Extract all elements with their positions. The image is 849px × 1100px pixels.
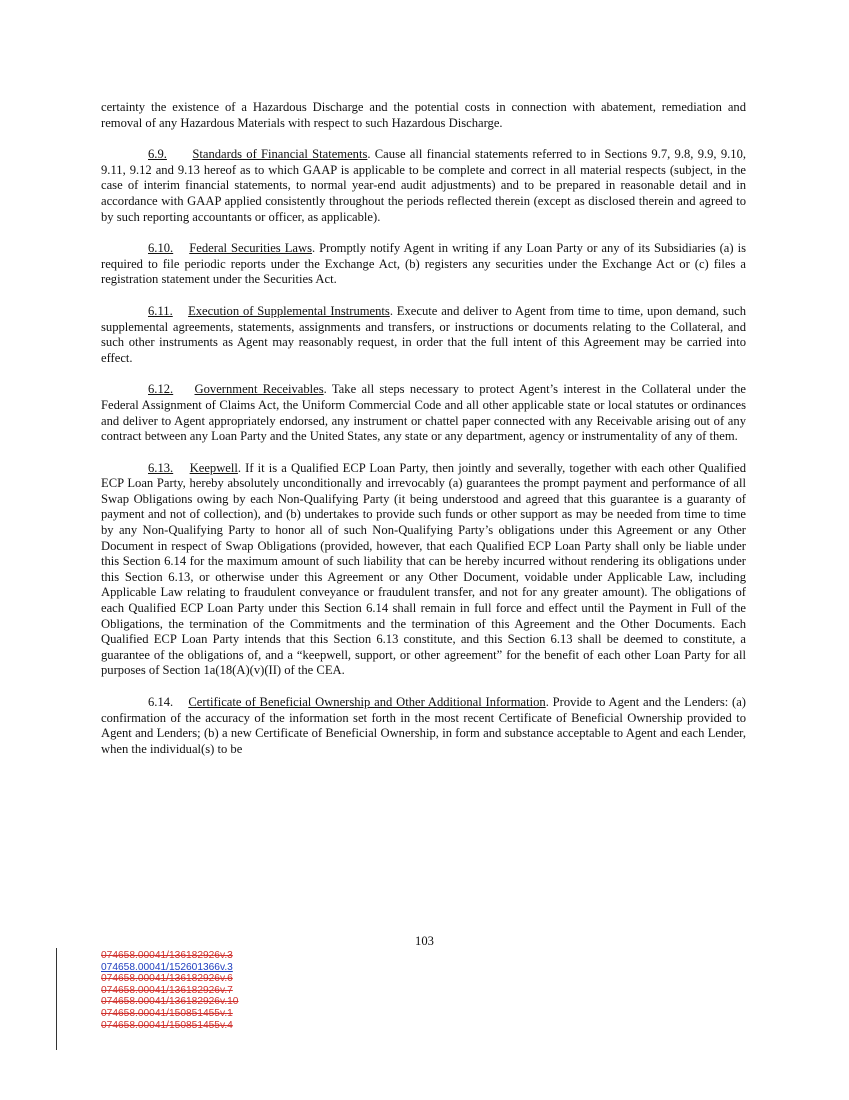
section-text: . If it is a Qualified ECP Loan Party, then jointly and severally, together with each other Qualified ECP Loan Party, hereby absolutely unconditionally and irrevocably (a) guarantees the prompt payment and performance of all Swap Obligations owing by each Non-Qualifying Party (it being understood and agreed that this guarantee is a guaranty of payment and not of collection), and (b) undertakes to provide such funds or other support as may be needed from time to time by any Non-Qualifying Party to honor all of such Non-Qualifying Party’s obligations under this Agreement or any Other Document in respect of Swap Obligations (provided, however, that each Qualified ECP Loan Party shall only be liable under this Section 6.14 for the maximum amount of such liability that can be hereby incurred without rendering its obligations under this Section 6.13, or otherwise under this Agreement or any Other Document, voidable under Applicable Law, including Applicable Law relating to fraudulent conveyance or fraudulent transfer, and not for any greater amount). The obligations of each Qualified ECP Loan Party under this Section 6.14 shall remain in full force and effect until the Payment in Full of the Obligations, the termination of the Commitments and the termination of this Agreement and the Other Documents. Each Qualified ECP Loan Party intends that this Section 6.13 constitute, and this Section 6.13 shall be deemed to constitute, a guarantee of the obligations of, and a “keepwell, support, or other agreement” for the benefit of each other Loan Party for all purposes of Section 1a(18(A)(v)(II) of the CEA.	[101, 460, 747, 678]
section-6-11	[101, 304, 746, 366]
section-number: 6.14.	[148, 695, 174, 709]
section-heading: Federal Securities Laws	[189, 241, 313, 256]
section-6-10	[101, 241, 746, 288]
section-text: . Cause all financial statements referred to in Sections 9.7, 9.8, 9.9, 9.10, 9.11, 9.12 and 9.13 hereof as to which GAAP is applicable to be complete and correct in all material respects (subject, in the case of interim financial statements, to normal year-end audit adjustments) and to be prepared in reasonable detail and in accordance with GAAP applied consistently throughout the periods reflected therein (except as disclosed therein and agreed to by such reporting accountants or officer, as applicable).	[101, 147, 747, 224]
page-number: 103	[415, 934, 434, 948]
doc-id-deleted: 074658.00041/136182926v.10	[101, 996, 239, 1008]
document-id-stamps	[101, 950, 238, 1031]
section-6-14	[101, 695, 746, 757]
revision-bar	[56, 948, 57, 1050]
doc-id-inserted: 074658.00041/152601366v.3	[101, 961, 233, 973]
section-6-13	[101, 461, 746, 679]
doc-id-deleted: 074658.00041/136182926v.3	[101, 950, 233, 961]
section-heading: Government Receivables	[194, 382, 324, 397]
section-number: 6.10.	[148, 241, 174, 256]
section-number: 6.13.	[148, 460, 174, 475]
section-heading: Execution of Supplemental Instruments	[188, 303, 390, 318]
section-text: . Provide to Agent and the Lenders: (a) confirmation of the accuracy of the information set forth in the most recent Certificate of Beneficial Ownership provided to Agent and Lenders; (b) a new Certificate of Beneficial Ownership, in form and substance acceptable to Agent and each Lender, when the individual(s) to be	[101, 695, 747, 756]
section-heading: Certificate of Beneficial Ownership and Other Additional Information	[188, 695, 546, 709]
section-text: . Promptly notify Agent in writing if any Loan Party or any of its Subsidiaries (a) is required to file periodic reports under the Exchange Act, (b) registers any securities under the Exchange Act or (c) files a registration statement under the Securities Act.	[101, 241, 747, 287]
section-text: . Execute and deliver to Agent from time to time, upon demand, such supplemental agreements, statements, assignments and transfers, or instructions or documents relating to the Collateral, and such other instruments as Agent may reasonably request, in order that the full intent of this Agreement may be carried into effect.	[101, 303, 746, 365]
doc-id-deleted: 074658.00041/150851455v.1	[101, 1007, 233, 1019]
section-6-9	[101, 147, 746, 225]
section-text: . Take all steps necessary to protect Agent’s interest in the Collateral under the Federal Assignment of Claims Act, the Uniform Commercial Code and all other applicable state or local statutes or ordinances and deliver to Agent appropriately endorsed, any instrument or chattel paper connected with any Receivable arising out of any contract between any Loan Party and the United States, any state or any department, agency or instrumentality of any of them.	[101, 382, 746, 444]
paragraph-text: certainty the existence of a Hazardous Discharge and the potential costs in connection with abatement, remediation and removal of any Hazardous Materials with respect to such Hazardous Discharge.	[101, 100, 746, 130]
paragraph-continuation	[101, 100, 746, 131]
section-number: 6.9.	[148, 147, 167, 162]
doc-id-deleted: 074658.00041/136182926v.6	[101, 973, 233, 985]
section-heading: Keepwell	[189, 460, 238, 475]
doc-id-deleted: 074658.00041/136182926v.7	[101, 984, 233, 996]
doc-id-deleted: 074658.00041/150851455v.4	[101, 1019, 233, 1031]
section-number: 6.12.	[148, 382, 174, 397]
section-heading: Standards of Financial Statements	[192, 147, 368, 162]
document-body	[101, 100, 746, 757]
section-6-12	[101, 382, 746, 444]
section-number: 6.11.	[148, 303, 173, 318]
